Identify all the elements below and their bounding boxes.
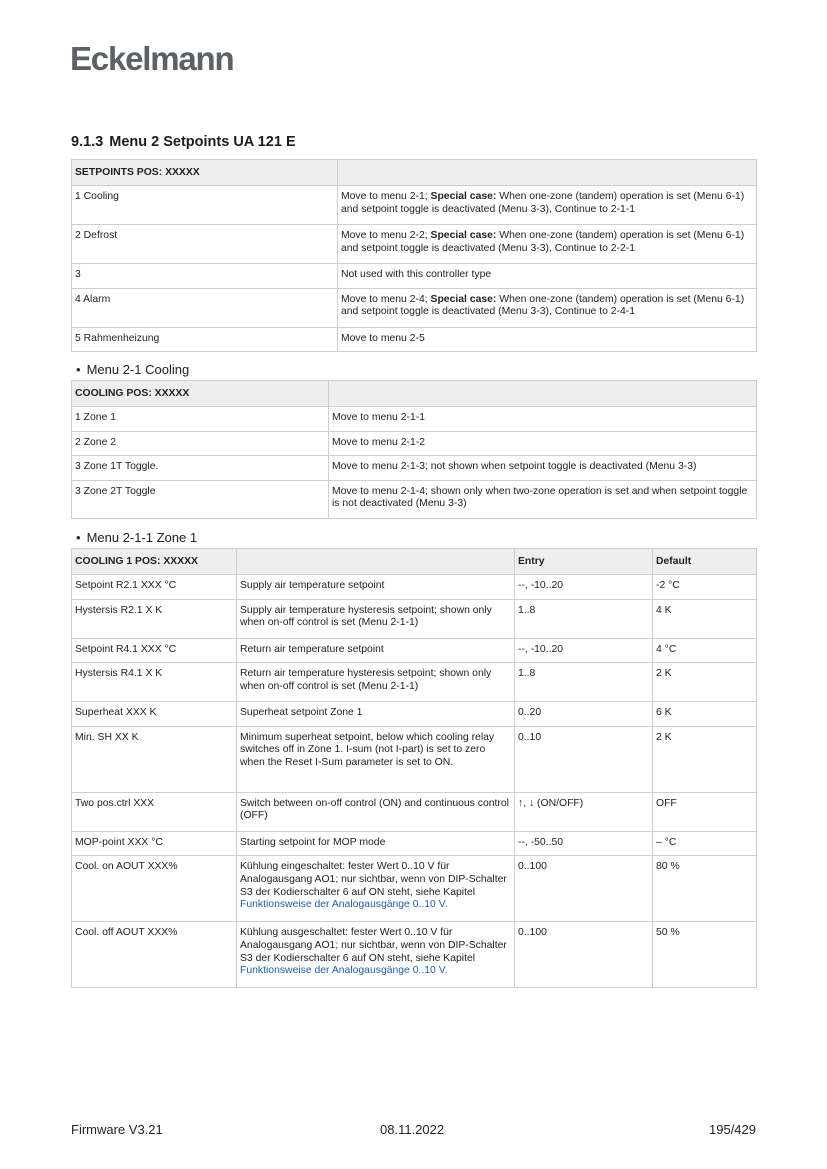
parameter-entry: 1..8 — [515, 599, 653, 638]
parameter-default: -2 °C — [653, 575, 757, 600]
table-row — [72, 726, 757, 792]
parameter-default: 2 K — [653, 663, 757, 702]
menu-item-name: 1 Zone 1 — [72, 407, 329, 432]
description-text: Move to menu 2-4; — [341, 293, 431, 305]
menu-item-description: Move to menu 2-1-1 — [329, 407, 757, 432]
parameter-default: 4 K — [653, 599, 757, 638]
menu-item-name: 5 Rahmenheizung — [72, 327, 338, 352]
parameter-description: Return air temperature hysteresis setpoint; shown only when on-off control is set (Menu 2-1-1) — [237, 663, 515, 702]
menu-item-name: 3 Zone 1T Toggle. — [72, 456, 329, 481]
parameter-description: Starting setpoint for MOP mode — [237, 831, 515, 856]
parameter-name: Superheat XXX K — [72, 702, 237, 727]
table-header-cell: COOLING 1 POS: XXXXX — [72, 549, 237, 575]
table-row — [72, 702, 757, 727]
parameter-default: 4 °C — [653, 638, 757, 663]
eckelmann-logo: Eckelmann — [70, 40, 234, 77]
parameter-entry: ↑, ↓ (ON/OFF) — [515, 792, 653, 831]
special-case-label: Special case: — [430, 293, 497, 305]
table-row — [72, 663, 757, 702]
table-header-row — [72, 160, 757, 186]
menu-item-name: 1 Cooling — [72, 186, 338, 225]
section-number: 9.1.3 — [71, 134, 104, 150]
table-row — [72, 922, 757, 988]
description-text: Kühlung ausgeschaltet: fester Wert 0..10 V für Analogausgang AO1; nur sichtbar, wenn von DIP-Schalter S3 der Kodierschalter 6 auf ON steht, siehe Kapitel — [240, 927, 507, 964]
bullet-menu-2-1 — [76, 362, 189, 377]
table-row — [72, 599, 757, 638]
parameter-entry: --, -50..50 — [515, 831, 653, 856]
table-header-cell: Entry — [515, 549, 653, 575]
bullet-marker: • — [76, 530, 81, 545]
section-title: Menu 2 Setpoints UA 121 E — [109, 134, 296, 150]
table-row — [72, 792, 757, 831]
parameter-default: OFF — [653, 792, 757, 831]
parameter-description — [237, 922, 515, 988]
menu-item-name: 3 — [72, 264, 338, 289]
footer-page-number: 195/429 — [709, 1122, 756, 1137]
table-row — [72, 431, 757, 456]
table-row — [72, 575, 757, 600]
description-text: Move to menu 2-2; — [341, 230, 431, 241]
parameter-description — [237, 856, 515, 922]
menu-item-description: Move to menu 2-5 — [338, 327, 757, 352]
parameter-entry: 0..10 — [515, 726, 653, 792]
table-row — [72, 225, 757, 264]
cooling-zone1-table — [71, 548, 757, 988]
menu-item-name: 4 Alarm — [72, 288, 338, 327]
parameter-name: Setpoint R4.1 XXX °C — [72, 638, 237, 663]
parameter-name: Cool. on AOUT XXX% — [72, 856, 237, 922]
parameter-description: Supply air temperature setpoint — [237, 575, 515, 600]
chapter-link[interactable]: Funktionsweise der Analogausgänge 0..10 V. — [240, 965, 448, 977]
description-text: When one-zone (tandem) operation is set (Menu 6-1) and setpoint toggle is deactivated (Menu 3-3), Continue to 2-1-1 — [341, 191, 745, 215]
special-case-label: Special case: — [430, 230, 497, 241]
parameter-entry: 0..20 — [515, 702, 653, 727]
parameter-default: 6 K — [653, 702, 757, 727]
menu-item-name: 2 Defrost — [72, 225, 338, 264]
table-row — [72, 638, 757, 663]
table-row — [72, 288, 757, 327]
setpoints-table — [71, 159, 757, 352]
description-text: When one-zone (tandem) operation is set (Menu 6-1) and setpoint toggle is deactivated (Menu 3-3), Continue to 2-4-1 — [341, 293, 745, 318]
table-row — [72, 264, 757, 289]
menu-item-description — [338, 186, 757, 225]
parameter-name: Two pos.ctrl XXX — [72, 792, 237, 831]
bullet-text: Menu 2-1 Cooling — [86, 362, 190, 377]
chapter-link[interactable]: Funktionsweise der Analogausgänge 0..10 V. — [240, 899, 448, 911]
table-header-row — [72, 381, 757, 407]
bullet-menu-2-1-1 — [76, 530, 197, 545]
parameter-name: Hystersis R4.1 X K — [72, 663, 237, 702]
parameter-entry: --, -10..20 — [515, 638, 653, 663]
parameter-default: 50 % — [653, 922, 757, 988]
table-row — [72, 327, 757, 352]
menu-item-description — [338, 288, 757, 327]
description-text: When one-zone (tandem) operation is set (Menu 6-1) and setpoint toggle is deactivated (Menu 3-3), Continue to 2-2-1 — [341, 230, 745, 254]
parameter-name: Hystersis R2.1 X K — [72, 599, 237, 638]
table-header-cell — [237, 549, 515, 575]
parameter-default: 80 % — [653, 856, 757, 922]
menu-item-description: Not used with this controller type — [338, 264, 757, 289]
parameter-name: Min. SH XX K — [72, 726, 237, 792]
menu-item-description: Move to menu 2-1-4; shown only when two-zone operation is set and when setpoint toggle is not deactivated (Menu 3-3) — [329, 480, 757, 518]
parameter-description: Minimum superheat setpoint, below which cooling relay switches off in Zone 1. I-sum (not I-part) is set to zero when the Reset I-Sum parameter is set to ON. — [237, 726, 515, 792]
table-header-cell: SETPOINTS POS: XXXXX — [72, 160, 338, 186]
parameter-default: – °C — [653, 831, 757, 856]
table-header-cell — [329, 381, 757, 407]
footer-date: 08.11.2022 — [380, 1122, 445, 1137]
parameter-name: MOP-point XXX °C — [72, 831, 237, 856]
parameter-description: Switch between on-off control (ON) and continuous control (OFF) — [237, 792, 515, 831]
description-text: Move to menu 2-1; — [341, 191, 431, 202]
cooling-table — [71, 380, 757, 519]
parameter-description: Superheat setpoint Zone 1 — [237, 702, 515, 727]
parameter-description: Return air temperature setpoint — [237, 638, 515, 663]
table-row — [72, 480, 757, 518]
table-row — [72, 186, 757, 225]
footer-firmware: Firmware V3.21 — [71, 1122, 163, 1137]
parameter-entry: 0..100 — [515, 856, 653, 922]
menu-item-description — [338, 225, 757, 264]
description-text: Kühlung eingeschaltet: fester Wert 0..10 V für Analogausgang AO1; nur sichtbar, wenn von DIP-Schalter S3 der Kodierschalter 6 auf ON steht, siehe Kapitel — [240, 861, 507, 898]
parameter-description: Supply air temperature hysteresis setpoint; shown only when on-off control is set (Menu 2-1-1) — [237, 599, 515, 638]
menu-item-name: 3 Zone 2T Toggle — [72, 480, 329, 518]
menu-item-description: Move to menu 2-1-3; not shown when setpoint toggle is deactivated (Menu 3-3) — [329, 456, 757, 481]
table-header-cell — [338, 160, 757, 186]
parameter-default: 2 K — [653, 726, 757, 792]
table-row — [72, 407, 757, 432]
section-heading — [71, 134, 296, 150]
menu-item-name: 2 Zone 2 — [72, 431, 329, 456]
table-row — [72, 856, 757, 922]
bullet-text: Menu 2-1-1 Zone 1 — [86, 530, 198, 545]
parameter-name: Cool. off AOUT XXX% — [72, 922, 237, 988]
table-header-cell: Default — [653, 549, 757, 575]
bullet-marker: • — [76, 362, 81, 377]
parameter-entry: --, -10..20 — [515, 575, 653, 600]
table-row — [72, 456, 757, 481]
special-case-label: Special case: — [430, 191, 497, 202]
table-header-row — [72, 549, 757, 575]
table-header-cell: COOLING POS: XXXXX — [72, 381, 329, 407]
parameter-entry: 1..8 — [515, 663, 653, 702]
menu-item-description: Move to menu 2-1-2 — [329, 431, 757, 456]
parameter-entry: 0..100 — [515, 922, 653, 988]
table-row — [72, 831, 757, 856]
parameter-name: Setpoint R2.1 XXX °C — [72, 575, 237, 600]
